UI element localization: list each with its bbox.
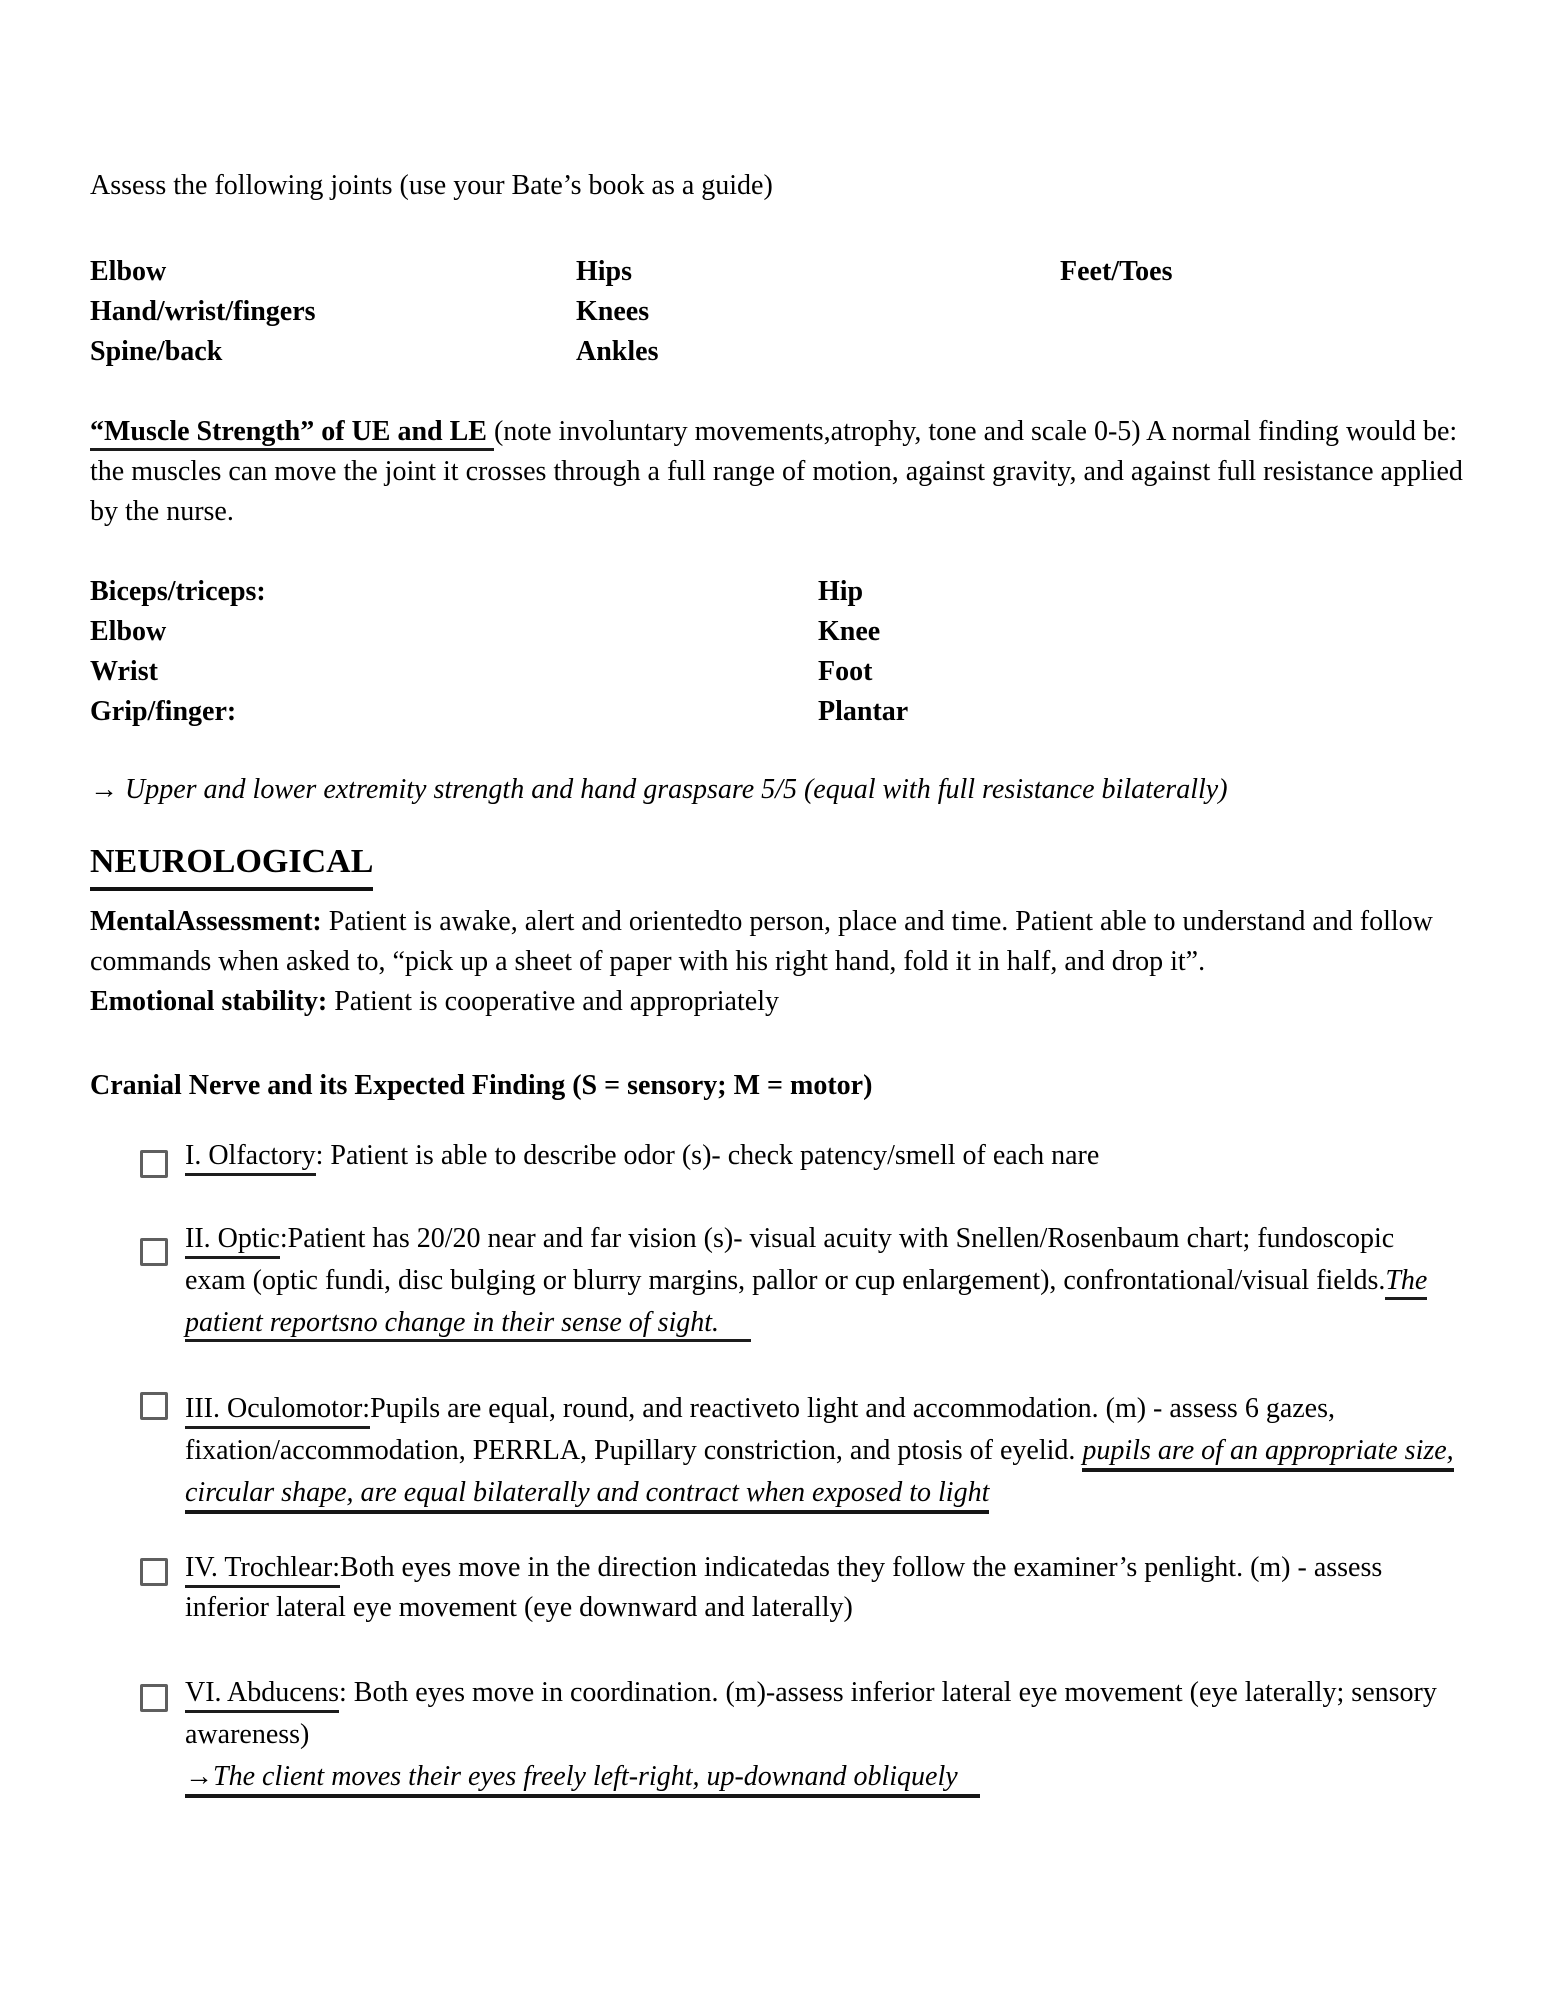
cranial-iii-text: Pupils are equal, round, and reactiveto light and accommodation. (m) - assess 6 gazes, fixation/accommodation, PERRLA, Pupillary constriction, and ptosis of eyelid.	[185, 1393, 1335, 1466]
cranial-i-checkbox[interactable]	[140, 1150, 168, 1178]
cranial-ii-name: II. Optic	[185, 1223, 280, 1259]
cranial-item-abducens	[185, 1672, 1457, 1798]
cranial-item-trochlear	[185, 1548, 1457, 1628]
strength-item: Biceps/triceps:	[90, 576, 266, 607]
mental-assessment-line	[90, 902, 1472, 982]
cranial-ii-checkbox[interactable]	[140, 1238, 168, 1266]
cranial-iii-checkbox[interactable]	[140, 1392, 168, 1420]
joints-column-2	[576, 252, 658, 372]
neurological-section-heading	[90, 840, 373, 891]
cranial-vi-name: VI. Abducens	[185, 1677, 339, 1713]
strength-column-2	[818, 572, 908, 732]
cranial-iii-finding-note: pupils are of an appropriate size, circular shape, are equal bilaterally and contract when exposed to light	[185, 1435, 1454, 1514]
strength-item: Grip/finger:	[90, 696, 237, 727]
strength-item: Elbow	[90, 616, 167, 647]
joint-item: Spine/back	[90, 336, 223, 367]
cranial-iv-checkbox[interactable]	[140, 1558, 168, 1586]
cranial-item-optic	[185, 1218, 1457, 1344]
strength-finding-note: → Upper and lower extremity strength and hand graspsare 5/5 (equal with full resistance bilaterally)	[90, 774, 1228, 805]
mental-assessment-text: Patient is awake, alert and orientedto person, place and time. Patient able to understand and follow commands when asked to, “pick up a sheet of paper with his right hand, fold it in half, and drop it”.	[90, 906, 1433, 977]
muscle-strength-paragraph	[90, 412, 1472, 532]
cranial-item-oculomotor	[185, 1388, 1457, 1514]
assess-joints-line: Assess the following joints (use your Bate’s book as a guide)	[90, 170, 773, 201]
joints-column-1	[90, 252, 316, 372]
strength-item: Hip	[818, 576, 864, 607]
muscle-strength-heading: “Muscle Strength” of UE and LE	[90, 416, 494, 451]
cranial-ii-finding-note: The patient reportsno change in their sense of sight.	[185, 1265, 1427, 1342]
mental-assessment-label: MentalAssessment:	[90, 906, 322, 937]
strength-item: Wrist	[90, 656, 158, 687]
joint-item: Hips	[576, 256, 633, 287]
mental-assessment-paragraph	[90, 902, 1472, 1022]
cranial-vi-checkbox[interactable]	[140, 1684, 168, 1712]
muscle-strength-body: (note involuntary movements,atrophy, tone and scale 0-5) A normal finding would be: the muscles can move the joint it crosses through a full range of motion, against gravity, and against full resistance applied by the nurse.	[90, 416, 1463, 527]
cranial-item-olfactory	[185, 1135, 1457, 1177]
cranial-i-name: I. Olfactory	[185, 1140, 316, 1176]
strength-item: Plantar	[818, 696, 909, 727]
emotional-stability-line	[90, 982, 1472, 1022]
cranial-iv-text: Both eyes move in the direction indicatedas they follow the examiner’s penlight. (m) - assess inferior lateral eye movement (eye downward and laterally)	[185, 1552, 1383, 1623]
strength-item: Knee	[818, 616, 881, 647]
emotional-stability-label: Emotional stability:	[90, 986, 328, 1017]
joint-item: Hand/wrist/fingers	[90, 296, 316, 327]
cranial-nerve-heading: Cranial Nerve and its Expected Finding (S = sensory; M = motor)	[90, 1070, 873, 1101]
cranial-ii-text: :Patient has 20/20 near and far vision (s)- visual acuity with Snellen/Rosenbaum chart; fundoscopic exam (optic fundi, disc bulging or blurry margins, pallor or cup enlargement), confrontational/visual fields.	[185, 1223, 1395, 1296]
cranial-vi-arrow-line	[185, 1756, 1457, 1798]
cranial-iii-name: III. Oculomotor:	[185, 1393, 370, 1429]
joints-column-3	[1060, 252, 1173, 292]
cranial-iv-name: IV. Trochlear:	[185, 1552, 340, 1588]
strength-item: Foot	[818, 656, 873, 687]
cranial-vi-text: : Both eyes move in coordination. (m)-assess inferior lateral eye movement (eye laterally; sensory awareness)	[185, 1677, 1437, 1750]
joint-item: Knees	[576, 296, 650, 327]
joint-item: Elbow	[90, 256, 167, 287]
cranial-vi-finding-note: →The client moves their eyes freely left-right, up-downand obliquely	[185, 1761, 980, 1798]
joint-item: Ankles	[576, 336, 659, 367]
cranial-i-text: : Patient is able to describe odor (s)- check patency/smell of each nare	[315, 1140, 1100, 1171]
emotional-stability-text: Patient is cooperative and appropriately	[327, 986, 779, 1017]
strength-column-1	[90, 572, 266, 732]
neurological-heading-text: NEUROLOGICAL	[90, 840, 373, 891]
joint-item: Feet/Toes	[1060, 256, 1173, 287]
